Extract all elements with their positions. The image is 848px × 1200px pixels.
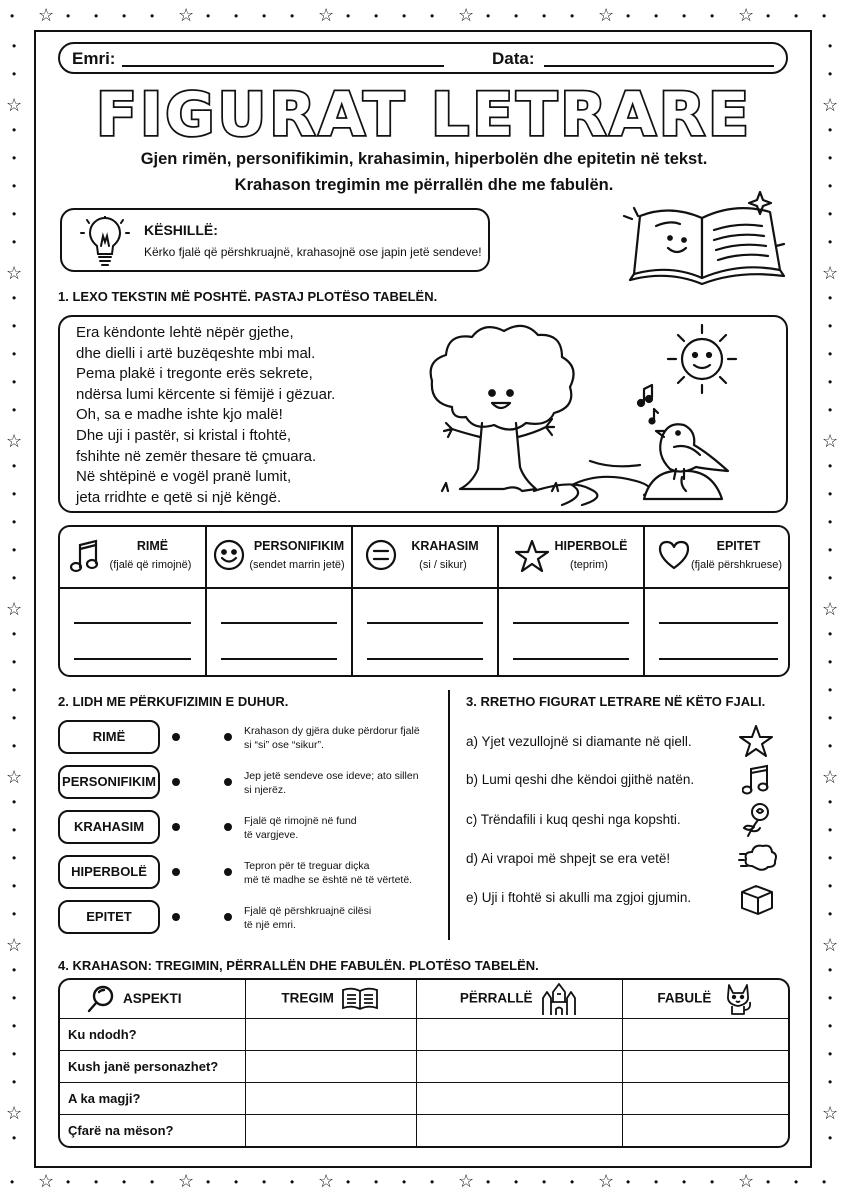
border-dot-icon: • xyxy=(12,711,17,725)
match-dot-term[interactable] xyxy=(172,868,180,876)
table-row xyxy=(60,1083,788,1115)
table-cell[interactable] xyxy=(245,1083,416,1115)
border-star-icon: ☆ xyxy=(6,599,23,619)
section-4-title: 4. KRAHASON: TREGIMIN, PËRRALLËN DHE FABULËN. PLOTËSO TABELËN. xyxy=(58,958,539,973)
border-dot-icon: • xyxy=(12,851,17,865)
poem-line: Era këndonte lehtë nëpër gjethe, xyxy=(76,324,294,341)
border-dot-icon: • xyxy=(828,403,833,417)
border-dot-icon: • xyxy=(828,851,833,865)
column-header-label: FABULË xyxy=(657,990,712,1006)
border-dot-icon: • xyxy=(828,1019,833,1033)
border-star-icon: ☆ xyxy=(6,767,23,787)
border-dot-icon: • xyxy=(828,991,833,1005)
table-row xyxy=(60,1115,788,1146)
section-1-title: 1. LEXO TEKSTIN MË POSHTË. PASTAJ PLOTËSO TABELËN. xyxy=(58,289,438,304)
border-dot-icon: • xyxy=(346,1175,351,1189)
border-dot-icon: • xyxy=(828,123,833,137)
castle-icon xyxy=(540,982,578,1016)
border-star-icon: ☆ xyxy=(822,95,839,115)
border-dot-icon: • xyxy=(12,291,17,305)
border-dot-icon: • xyxy=(12,151,17,165)
border-star-icon: ☆ xyxy=(6,431,23,451)
border-dot-icon: • xyxy=(12,39,17,53)
border-dot-icon: • xyxy=(430,9,435,23)
border-dot-icon: • xyxy=(12,319,17,333)
border-dot-icon: • xyxy=(12,179,17,193)
date-field[interactable] xyxy=(544,65,774,67)
border-dot-icon: • xyxy=(486,1175,491,1189)
poem-line: fshihte në zemër thesare të çmuara. xyxy=(76,447,317,465)
border-dot-icon: • xyxy=(828,347,833,361)
match-dot-term[interactable] xyxy=(172,913,180,921)
figure-description: (teprim) xyxy=(570,559,608,571)
border-dot-icon: • xyxy=(12,207,17,221)
border-dot-icon: • xyxy=(570,9,575,23)
column-header-label: PËRRALLË xyxy=(459,990,533,1006)
table-cell[interactable] xyxy=(416,1018,622,1050)
match-dot-definition[interactable] xyxy=(224,913,232,921)
border-dot-icon: • xyxy=(262,9,267,23)
poem-line: Dhe uji i pastër, si kristal i ftohtë, xyxy=(76,426,292,444)
answer-line[interactable] xyxy=(221,658,337,660)
border-dot-icon: • xyxy=(206,1175,211,1189)
term-pill[interactable]: KRAHASIM xyxy=(58,810,160,844)
figure-column-hiperbole xyxy=(499,527,645,675)
border-dot-icon: • xyxy=(542,1175,547,1189)
match-dot-term[interactable] xyxy=(172,778,180,786)
border-dot-icon: • xyxy=(828,711,833,725)
border-dot-icon: • xyxy=(828,823,833,837)
page-title: FIGURAT LETRARE xyxy=(95,80,753,150)
poem-box xyxy=(58,315,788,513)
border-dot-icon: • xyxy=(12,907,17,921)
border-star-icon: ☆ xyxy=(738,1171,755,1191)
table-cell[interactable] xyxy=(622,1018,788,1050)
border-star-icon: ☆ xyxy=(38,5,55,25)
border-dot-icon: • xyxy=(290,9,295,23)
border-dot-icon: • xyxy=(374,1175,379,1189)
border-star-icon: ☆ xyxy=(598,5,615,25)
figure-description: (fjalë përshkruese) xyxy=(690,559,783,571)
term-pill[interactable]: EPITET xyxy=(58,900,160,934)
definition-line: më të madhe se është në të vërtetë. xyxy=(244,874,413,886)
magnifier-icon xyxy=(86,984,116,1014)
border-dot-icon: • xyxy=(828,683,833,697)
table-cell[interactable] xyxy=(245,1050,416,1082)
figure-name: EPITET xyxy=(716,539,761,553)
border-dot-icon: • xyxy=(542,9,547,23)
border-dot-icon: • xyxy=(766,9,771,23)
ice-cube-icon xyxy=(740,882,774,916)
answer-line[interactable] xyxy=(659,658,778,660)
border-dot-icon: • xyxy=(828,487,833,501)
border-dot-icon: • xyxy=(10,1175,15,1189)
row-label: A ka magji? xyxy=(60,1083,245,1115)
poem-line: Në shtëpinë e vogël pranë lumit, xyxy=(76,468,292,486)
definition-line: Fjalë që rimojnë në fund xyxy=(244,815,357,827)
column-header-aspekti xyxy=(60,980,245,1018)
border-star-icon: ☆ xyxy=(318,5,335,25)
border-dot-icon: • xyxy=(12,991,17,1005)
name-date-bar xyxy=(58,42,788,74)
border-dot-icon: • xyxy=(682,1175,687,1189)
definition-line: Tepron për të treguar diçka xyxy=(244,860,370,872)
border-dot-icon: • xyxy=(12,571,17,585)
border-dot-icon: • xyxy=(12,543,17,557)
border-dot-icon: • xyxy=(828,627,833,641)
definition-line: si njerëz. xyxy=(244,784,287,796)
border-dot-icon: • xyxy=(402,1175,407,1189)
term-pill[interactable]: PERSONIFIKIM xyxy=(58,765,160,799)
subtitle-line-1: Gjen rimën, personifikimin, krahasimin, hiperbolën dhe epitetin në tekst. xyxy=(140,150,708,168)
border-dot-icon: • xyxy=(828,67,833,81)
border-star-icon: ☆ xyxy=(6,1103,23,1123)
border-star-icon: ☆ xyxy=(6,95,23,115)
border-star-icon: ☆ xyxy=(458,5,475,25)
section-3-title: 3. RRETHO FIGURAT LETRARE NË KËTO FJALI. xyxy=(466,694,766,709)
definition-line: të një emri. xyxy=(244,919,296,931)
comparison-table xyxy=(58,978,790,1148)
border-star-icon: ☆ xyxy=(178,1171,195,1191)
poem-line: Pema plakë i tregonte erës sekrete, xyxy=(76,365,313,383)
row-label: Ku ndodh? xyxy=(60,1018,245,1050)
border-dot-icon: • xyxy=(10,9,15,23)
border-dot-icon: • xyxy=(402,9,407,23)
tip-box xyxy=(60,208,490,272)
figure-header xyxy=(499,527,643,589)
border-dot-icon: • xyxy=(122,9,127,23)
border-dot-icon: • xyxy=(514,9,519,23)
border-dot-icon: • xyxy=(828,39,833,53)
table-cell[interactable] xyxy=(622,1115,788,1146)
figure-name: HIPERBOLË xyxy=(554,539,628,553)
figure-header xyxy=(60,527,205,589)
border-dot-icon: • xyxy=(828,571,833,585)
border-dot-icon: • xyxy=(12,347,17,361)
match-dot-definition[interactable] xyxy=(224,778,232,786)
border-dot-icon: • xyxy=(12,403,17,417)
match-dot-definition[interactable] xyxy=(224,868,232,876)
figure-column-rime xyxy=(60,527,207,675)
table-cell[interactable] xyxy=(416,1115,622,1146)
definition-line: Krahason dy gjëra duke përdorur fjalë xyxy=(244,725,420,737)
border-dot-icon: • xyxy=(570,1175,575,1189)
smiley-icon xyxy=(213,539,245,571)
answer-line[interactable] xyxy=(513,622,629,624)
sentence[interactable]: e) Uji i ftohtë si akulli ma zgjoi gjumin. xyxy=(466,890,692,905)
star-icon xyxy=(738,724,774,758)
figures-table xyxy=(58,525,790,677)
definition xyxy=(244,859,434,887)
border-dot-icon: • xyxy=(12,627,17,641)
border-dot-icon: • xyxy=(828,151,833,165)
column-header-label: TREGIM xyxy=(281,990,334,1006)
music-note-icon xyxy=(742,764,772,796)
column-header-fabule xyxy=(622,980,788,1018)
border-dot-icon: • xyxy=(66,9,71,23)
border-dot-icon: • xyxy=(12,1075,17,1089)
definition xyxy=(244,904,434,932)
border-dot-icon: • xyxy=(828,515,833,529)
answer-line[interactable] xyxy=(513,658,629,660)
column-header-tregim xyxy=(245,980,416,1018)
border-dot-icon: • xyxy=(828,963,833,977)
border-dot-icon: • xyxy=(122,1175,127,1189)
definition xyxy=(244,814,434,842)
border-dot-icon: • xyxy=(12,795,17,809)
border-dot-icon: • xyxy=(290,1175,295,1189)
border-dot-icon: • xyxy=(626,1175,631,1189)
border-dot-icon: • xyxy=(626,9,631,23)
poem-line: ndërsa lumi kërcente si fëmijë i gëzuar. xyxy=(76,385,336,403)
border-star-icon: ☆ xyxy=(38,1171,55,1191)
border-dot-icon: • xyxy=(828,739,833,753)
section-2-title: 2. LIDH ME PËRKUFIZIMIN E DUHUR. xyxy=(58,694,289,709)
figure-name: RIMË xyxy=(136,539,169,553)
definition xyxy=(244,724,434,752)
border-dot-icon: • xyxy=(828,179,833,193)
border-dot-icon: • xyxy=(682,9,687,23)
match-dot-term[interactable] xyxy=(172,823,180,831)
sentence[interactable]: d) Ai vrapoi më shpejt se era vetë! xyxy=(466,851,671,866)
lightbulb-icon xyxy=(80,216,130,268)
figure-description: (sendet marrin jetë) xyxy=(249,559,345,571)
poem-line: jeta rridhte e qetë si një këngë. xyxy=(76,488,282,506)
name-label: Emri: xyxy=(72,49,116,68)
book-icon xyxy=(340,986,380,1012)
table-cell[interactable] xyxy=(622,1050,788,1082)
table-cell[interactable] xyxy=(416,1050,622,1082)
border-dot-icon: • xyxy=(828,291,833,305)
table-row xyxy=(60,1018,788,1050)
answer-line[interactable] xyxy=(74,658,191,660)
border-dot-icon: • xyxy=(12,515,17,529)
match-dot-definition[interactable] xyxy=(224,823,232,831)
match-dot-term[interactable] xyxy=(172,733,180,741)
border-dot-icon: • xyxy=(150,1175,155,1189)
border-dot-icon: • xyxy=(262,1175,267,1189)
border-dot-icon: • xyxy=(654,9,659,23)
fox-icon xyxy=(723,982,753,1016)
border-dot-icon: • xyxy=(822,9,827,23)
border-dot-icon: • xyxy=(12,823,17,837)
term-pill[interactable]: RIMË xyxy=(58,720,160,754)
border-dot-icon: • xyxy=(486,9,491,23)
border-dot-icon: • xyxy=(12,459,17,473)
column-header-perralle xyxy=(416,980,622,1018)
border-dot-icon: • xyxy=(514,1175,519,1189)
border-dot-icon: • xyxy=(828,1131,833,1145)
border-dot-icon: • xyxy=(374,9,379,23)
answer-line[interactable] xyxy=(659,622,778,624)
tree-sun-bird-illustration xyxy=(412,319,788,511)
figure-header xyxy=(645,527,790,589)
border-dot-icon: • xyxy=(822,1175,827,1189)
border-dot-icon: • xyxy=(828,655,833,669)
definition xyxy=(244,769,434,797)
border-dot-icon: • xyxy=(710,9,715,23)
open-book-illustration xyxy=(620,186,790,286)
border-star-icon: ☆ xyxy=(738,5,755,25)
answer-line[interactable] xyxy=(221,622,337,624)
border-dot-icon: • xyxy=(828,375,833,389)
border-star-icon: ☆ xyxy=(822,263,839,283)
row-label: Çfarë na mëson? xyxy=(60,1115,245,1146)
border-dot-icon: • xyxy=(828,319,833,333)
border-dot-icon: • xyxy=(828,907,833,921)
border-dot-icon: • xyxy=(346,9,351,23)
sentence[interactable]: a) Yjet vezullojnë si diamante në qiell. xyxy=(466,734,692,749)
border-dot-icon: • xyxy=(12,1047,17,1061)
subtitle-line-2: Krahason tregimin me përrallën dhe me fabulën. xyxy=(234,176,614,194)
border-dot-icon: • xyxy=(828,543,833,557)
border-dot-icon: • xyxy=(828,1075,833,1089)
figure-header xyxy=(353,527,497,589)
border-star-icon: ☆ xyxy=(822,1103,839,1123)
definition-line: Jep jetë sendeve ose ideve; ato sillen xyxy=(244,770,419,782)
definition-line: të vargjeve. xyxy=(244,829,299,841)
section-divider xyxy=(448,690,450,940)
border-dot-icon: • xyxy=(828,459,833,473)
table-cell[interactable] xyxy=(245,1018,416,1050)
border-dot-icon: • xyxy=(828,795,833,809)
border-dot-icon: • xyxy=(794,1175,799,1189)
table-cell[interactable] xyxy=(622,1083,788,1115)
figure-column-epitet xyxy=(645,527,790,675)
table-row xyxy=(60,1050,788,1082)
border-dot-icon: • xyxy=(710,1175,715,1189)
border-dot-icon: • xyxy=(12,683,17,697)
border-dot-icon: • xyxy=(66,1175,71,1189)
figure-name: KRAHASIM xyxy=(411,539,479,553)
border-dot-icon: • xyxy=(430,1175,435,1189)
border-dot-icon: • xyxy=(12,1019,17,1033)
tip-title: KËSHILLË: xyxy=(144,222,218,238)
tip-text: Kërko fjalë që përshkruajnë, krahasojnë ose japin jetë sendeve! xyxy=(144,245,482,259)
border-dot-icon: • xyxy=(234,9,239,23)
border-dot-icon: • xyxy=(828,235,833,249)
border-star-icon: ☆ xyxy=(318,1171,335,1191)
border-dot-icon: • xyxy=(766,1175,771,1189)
border-dot-icon: • xyxy=(12,1131,17,1145)
border-dot-icon: • xyxy=(828,879,833,893)
border-dot-icon: • xyxy=(12,235,17,249)
rose-icon xyxy=(740,802,774,838)
border-dot-icon: • xyxy=(12,67,17,81)
table-cell[interactable] xyxy=(416,1083,622,1115)
figure-name: PERSONIFIKIM xyxy=(253,539,345,553)
figure-description: (fjalë që rimojnë) xyxy=(109,559,192,571)
name-field[interactable] xyxy=(122,65,444,67)
border-dot-icon: • xyxy=(206,9,211,23)
border-dot-icon: • xyxy=(828,1047,833,1061)
border-star-icon: ☆ xyxy=(822,431,839,451)
definition-line: si “si” ose “sikur”. xyxy=(244,739,324,751)
sentence[interactable]: c) Trëndafili i kuq qeshi nga kopshti. xyxy=(466,812,681,827)
border-dot-icon: • xyxy=(12,655,17,669)
row-label: Kush janë personazhet? xyxy=(60,1050,245,1082)
answer-line[interactable] xyxy=(367,622,483,624)
border-star-icon: ☆ xyxy=(822,599,839,619)
column-header-label: ASPEKTI xyxy=(122,991,182,1007)
figure-description: (si / sikur) xyxy=(419,559,467,571)
poem-line: Oh, sa e madhe ishte kjo malë! xyxy=(76,406,283,424)
border-dot-icon: • xyxy=(12,879,17,893)
border-dot-icon: • xyxy=(94,1175,99,1189)
border-dot-icon: • xyxy=(12,487,17,501)
border-star-icon: ☆ xyxy=(458,1171,475,1191)
table-header-row xyxy=(60,980,788,1018)
date-label: Data: xyxy=(492,49,535,68)
border-star-icon: ☆ xyxy=(822,767,839,787)
figure-header xyxy=(207,527,351,589)
border-dot-icon: • xyxy=(654,1175,659,1189)
definition-line: Fjalë që përshkruajnë cilësi xyxy=(244,905,372,917)
term-pill[interactable]: HIPERBOLË xyxy=(58,855,160,889)
border-dot-icon: • xyxy=(94,9,99,23)
answer-line[interactable] xyxy=(367,658,483,660)
sentence[interactable]: b) Lumi qeshi dhe këndoi gjithë natën. xyxy=(466,772,695,787)
border-dot-icon: • xyxy=(12,963,17,977)
border-dot-icon: • xyxy=(12,375,17,389)
border-dot-icon: • xyxy=(150,9,155,23)
border-star-icon: ☆ xyxy=(822,935,839,955)
table-cell[interactable] xyxy=(245,1115,416,1146)
poem-line: dhe dielli i artë buzëqeshte mbi mal. xyxy=(76,344,316,362)
border-dot-icon: • xyxy=(234,1175,239,1189)
figure-column-personifikim xyxy=(207,527,353,675)
border-star-icon: ☆ xyxy=(598,1171,615,1191)
match-dot-definition[interactable] xyxy=(224,733,232,741)
poem-text xyxy=(76,323,335,508)
border-dot-icon: • xyxy=(12,739,17,753)
wind-cloud-icon xyxy=(738,842,778,874)
answer-line[interactable] xyxy=(74,622,191,624)
border-dot-icon: • xyxy=(12,123,17,137)
border-dot-icon: • xyxy=(794,9,799,23)
border-dot-icon: • xyxy=(828,207,833,221)
border-star-icon: ☆ xyxy=(6,935,23,955)
border-star-icon: ☆ xyxy=(6,263,23,283)
figure-column-krahasim xyxy=(353,527,499,675)
border-star-icon: ☆ xyxy=(178,5,195,25)
